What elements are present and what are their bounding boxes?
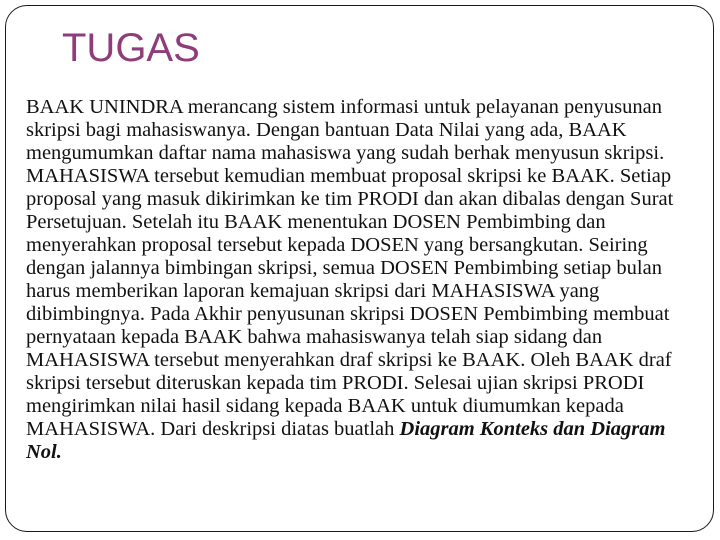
task-description <box>26 96 706 464</box>
slide-title: TUGAS <box>62 26 200 70</box>
task-emphasis: Diagram Konteks dan Diagram Nol. <box>26 418 666 463</box>
task-description-text: BAAK UNINDRA merancang sistem informasi untuk pelayanan penyusunan skripsi bagi mahasiswanya. Dengan bantuan Data Nilai yang ada, BAAK mengumumkan daftar nama mahasiswa yang sudah berhak menyusun skripsi. MAHASISWA tersebut kemudian membuat proposal skripsi ke BAAK. Setiap proposal yang masuk dikirimkan ke tim PRODI dan akan dibalas dengan Surat Persetujuan. Setelah itu BAAK menentukan DOSEN Pembimbing dan menyerahkan proposal tersebut kepada DOSEN yang bersangkutan. Seiring dengan jalannya bimbingan skripsi, semua DOSEN Pembimbing setiap bulan harus memberikan laporan kemajuan skripsi dari MAHASISWA yang dibimbingnya. Pada Akhir penyusunan skripsi DOSEN Pembimbing membuat pernyataan kepada BAAK bahwa mahasiswanya telah siap sidang dan MAHASISWA tersebut menyerahkan draf skripsi ke BAAK. Oleh BAAK draf skripsi tersebut diteruskan kepada tim PRODI. Selesai ujian skripsi PRODI mengirimkan nilai hasil sidang kepada BAAK untuk diumumkan kepada MAHASISWA. Dari deskripsi diatas buatlah <box>26 96 674 440</box>
